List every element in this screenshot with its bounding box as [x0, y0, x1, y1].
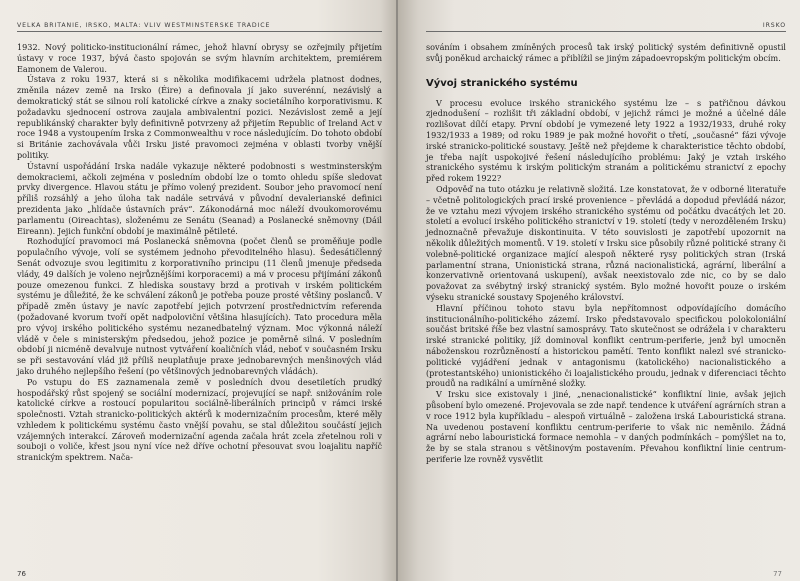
left-page-text	[17, 42, 382, 463]
page-number-left: 76	[17, 570, 26, 578]
running-head-left: VELKÁ BRITÁNIE, IRSKO, MALTA: VLIV WESTMINSTERSKÉ TRADICE	[17, 22, 382, 32]
paragraph: sováním i obsahem zmíněných procesů tak irský politický systém definitivně opustil svůj poněkud archaický rámec a přiblížil se jiným západoevropským politickým obcím.	[426, 42, 786, 63]
paragraph: 1932. Nový politicko-institucionální rámec, jehož hlavní obrysy se ozřejmily přijetím ústavy v roce 1937, bývá často spojován se svým hlavním architektem, premiérem Eamonem de Valerou.	[17, 42, 382, 74]
paragraph: Rozhodující pravomoci má Poslanecká sněmovna (počet členů se proměňuje podle populačního vývoje, volí se systémem jednoho převoditelného hlasu). Šedesátičlenný Senát odvozuje svou legitimitu z korporativního principu (11 členů jmenuje předseda vlády, 49 dalších je voleno nejrůznějšími korporacemi) a má v procesu přijímání zákonů pouze omezenou funkci. Z hlediska soustavy brzd a protivah v irském politickém systému je důležité, že ke schválení zákonů je potřeba pouze prosté většiny poslanců. V případě změn ústavy je navíc zapotřebí jejich potvrzení prostřednictvím referenda (požadované kvorum tvoří opět nadpoloviční většina hlasujících). Tato procedura měla pro vývoj irského politického systému nezanedbatelný význam. Moc výkonná náleží vládě v čele s ministerským předsedou, jehož pozice je poměrně silná. V posledním období ji nicméně devalvuje nutnost vytváření koaličních vlád, neboť v současném Irsku se při sestavování vlád již příliš neuplatňuje praxe jednobarevných menšinových vlád jako druhého nejlepšího řešení (po většinových jednobarevných vládách).	[17, 236, 382, 376]
right-page-text	[426, 42, 786, 465]
paragraph: V procesu evoluce irského stranického systému lze – s patřičnou dávkou zjednodušení – rozlišit tři základní období, v jejichž rámci je možné a účelné dále rozlišovat dílčí etapy. První období je vymezené lety 1922 a 1932/1933, druhé roky 1932/1933 a 1989; od roku 1989 je pak možné hovořit o třetí, „současné“ fázi vývoje irské stranicko-politické soustavy. Ještě než přejdeme k charakteristice těchto období, je třeba najít uspokojivé řešení následujícího problému: Jaký je vztah irského stranického systému k irským politickým stranám a politickému stranictví z epochy před rokem 1922?	[426, 97, 786, 184]
page-number-right: 77	[773, 570, 782, 578]
paragraph: Ústavní uspořádání Irska nadále vykazuje některé podobnosti s westminsterským demokraciemi, ačkoli zejména v posledním období lze o tomto ohledu spíše sledovat prvky divergence. Hlavou státu je přímo volený prezident. Soubor jeho pravomocí není příliš rozsáhlý a jeho úloha tak nadále setrvává v původní devalerianské definici prezidenta jako „hlídače ústavních práv“. Zákonodárná moc náleží dvoukomorovému parlamentu (Oireachtas), složenému ze Senátu (Seanad) a Poslanecké sněmovny (Dáil Eireann). Jejich funkční období je maximálně pětileté.	[17, 160, 382, 236]
running-head-right: IRSKO	[426, 22, 786, 32]
paragraph: V Irsku sice existovaly i jiné, „nenacionalistické“ konfliktní linie, avšak jejich působení bylo omezené. Projevovala se zde např. tendence k utváření agrárních stran a v roce 1912 byla kupříkladu – alespoň virtuálně – založena irská Labouristická strana. Na uvedenou postavení konfliktu centrum-periferie to však nic neměnilo. Žádná agrární nebo labouristická formace nemohla – v daných podmínkách – pomýšlet na to, že by se stala stranou s většinovým postavením. Převahou konfliktní linie centrum-periferie lze rovněž vysvětlit	[426, 389, 786, 464]
paragraph: Hlavní příčinou tohoto stavu byla nepřítomnost odpovídajícího domácího institucionálního-politického zázemí. Irsko představovalo specifickou polokoloniální součást britské říše bez vlastní samosprávy. Tato skutečnost se odrážela i v charakteru irské stranické politiky, jíž dominoval konflikt centrum-periferie, jenž byl umocněn náboženskou rozrůzněností a historickou pamětí. Tento konflikt nalezl své stranicko-politické vyjádření jednak v antagonismu (katolického) nacionalistického a (protestantského) unionistického či loajalistického proudu, jednak v diferenciaci těchto proudů na radikální a umírněné složky.	[426, 302, 786, 389]
paragraph: Odpověď na tuto otázku je relativně složitá. Lze konstatovat, že v odborné literatuře – včetně politologických prací irské provenience – převládá a dopodud převládá názor, že ve vztahu mezi vývojem irského stranického systému od počátku dvacátých let 20. století a evolucí irského politického stranictví v 19. století (tedy v nerozděleném Irsku) jednoznačně převažuje diskontinuita. V této souvislosti je zapotřebí upozornit na několik důležitých momentů. V 19. století v Irsku sice působily různé politické strany či volebně-politické organizace mající alespoň některé rysy politických stran (Irská parlamentní strana, Unionistická strana, různá nacionalistická, agrární, liberální a konzervativně orientovaná uskupení), avšak neexistovalo zde nic, co by se dalo považovat za svébytný irský stranický systém. Bylo možné hovořit pouze o irském výseku stranické soustavy Spojeného království.	[426, 183, 786, 302]
right-page	[398, 0, 800, 581]
paragraph: Po vstupu do ES zaznamenala země v posledních dvou desetiletích prudký hospodářský růst spojený se sociální modernizací, projevující se např. snižováním role katolické církve a rostoucí popularitou sociálně-liberálních principů v rámci irské společnosti. Vztah stranicko-politických aktérů k modernizačním procesům, které měly vzhledem k politickému systému často vnější povahu, se stal důležitou součástí jejich vzájemných interakcí. Zároveň modernizační agenda začala hrát zcela zřetelnou roli v souboji o voliče, křest jsou nyní více než dříve ochotní přesouvat svou loajalitu napříč stranickým spektrem. Nača-	[17, 376, 382, 463]
section-heading: Vývoj stranického systému	[426, 77, 578, 89]
left-page	[0, 0, 396, 581]
paragraph: Ústava z roku 1937, která si s několika modifikacemi udržela platnost dodnes, změnila název země na Irsko (Éire) a definovala jí jako suverénní, nezávislý a demokratický stát se silnou rolí katolické církve a znaky societálního korporativismu. K požadavku sjednocení ostrova zaujala ambivalentní pozici. Nezávislost země a její republikánský charakter byly definitivně potvrzeny až přijetím Republic of Ireland Act v roce 1948 a vystoupením Irska z Commonwealthu v roce následujícím. Do tohoto období si Británie zachovávala vůči Irsku jisté pravomoci zejména v oblasti tvorby vnější politiky.	[17, 74, 382, 160]
